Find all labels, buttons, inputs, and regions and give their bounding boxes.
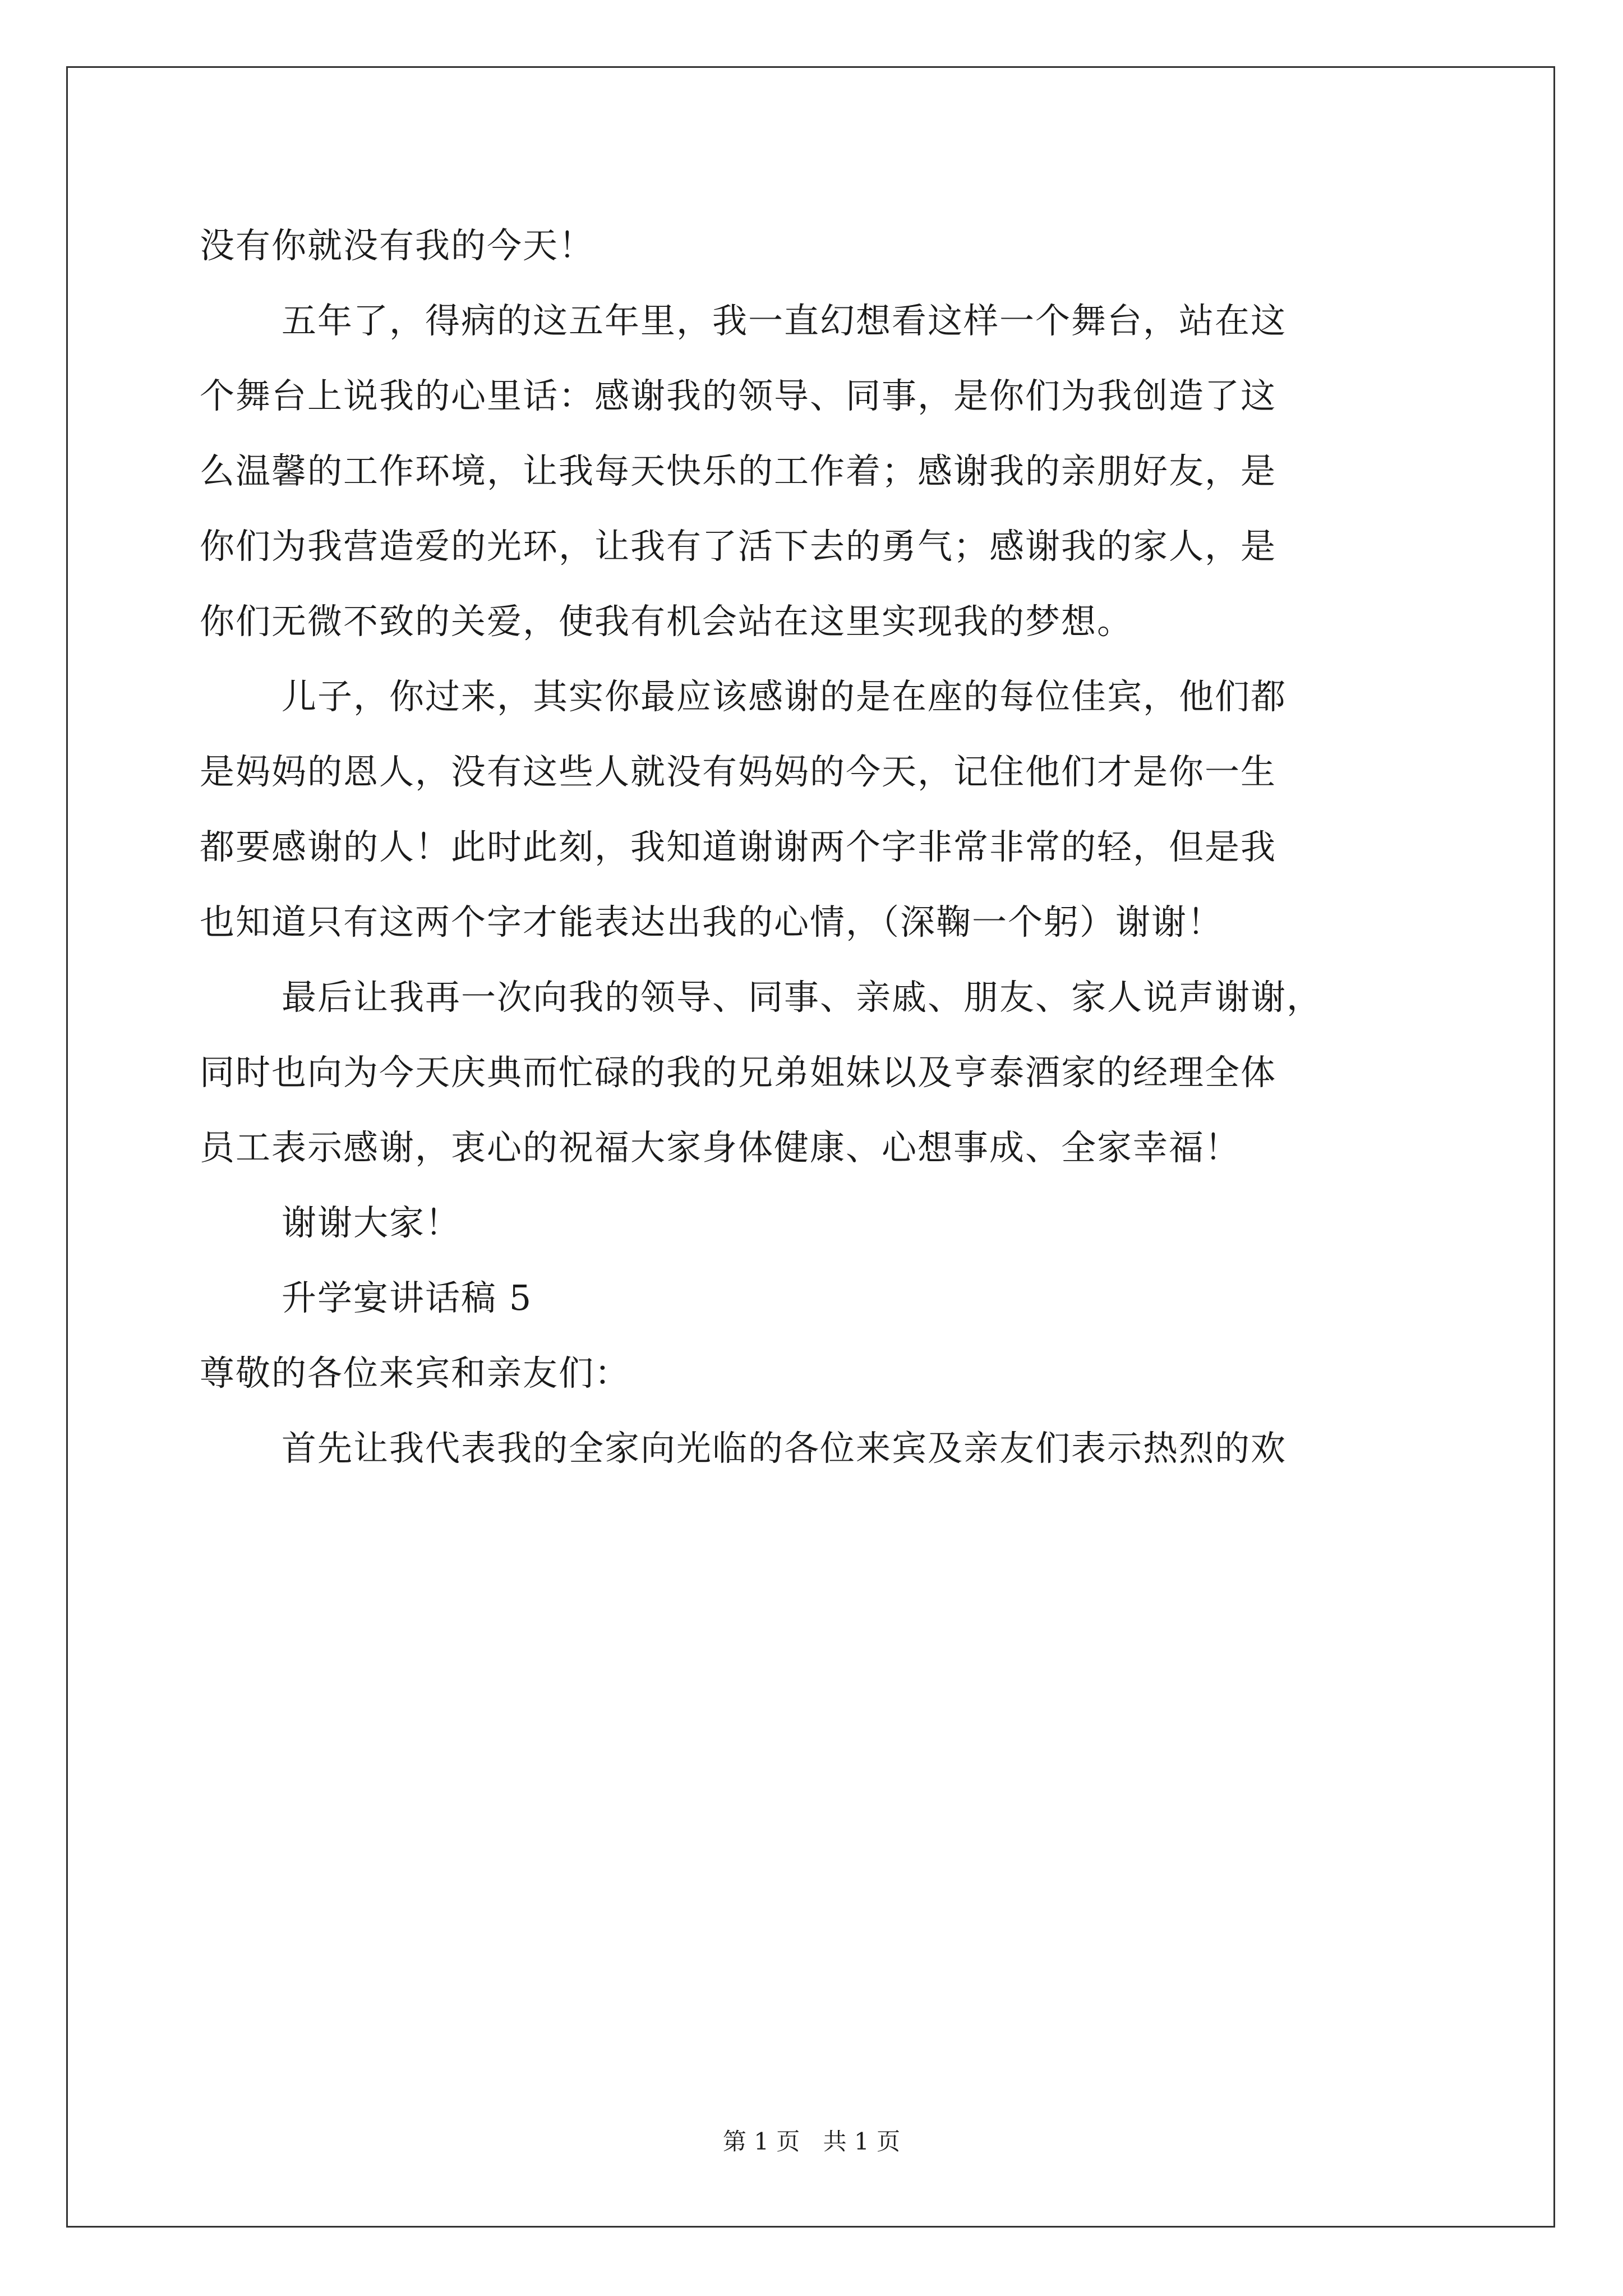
paragraph-1-line-4: 你们为我营造爱的光环，让我有了活下去的勇气；感谢我的家人，是 (200, 526, 1277, 567)
paragraph-1-line-1: 五年了，得病的这五年里，我一直幻想看这样一个舞台，站在这 (282, 300, 1287, 341)
closing-thanks: 谢谢大家！ (282, 1202, 462, 1243)
paragraph-2-line-4: 也知道只有这两个字才能表达出我的心情，（深鞠一个躬）谢谢！ (200, 901, 1224, 942)
paragraph-1-line-3: 么温馨的工作环境，让我每天快乐的工作着；感谢我的亲朋好友，是 (200, 450, 1277, 491)
paragraph-1-line-2: 个舞台上说我的心里话：感谢我的领导、同事，是你们为我创造了这 (200, 375, 1277, 416)
paragraph-2-line-3: 都要感谢的人！此时此刻，我知道谢谢两个字非常非常的轻，但是我 (200, 826, 1277, 867)
text-line-1: 没有你就没有我的今天！ (200, 225, 595, 266)
paragraph-3-line-3: 员工表示感谢，衷心的祝福大家身体健康、心想事成、全家幸福！ (200, 1127, 1241, 1168)
paragraph-4-line-1: 首先让我代表我的全家向光临的各位来宾及亲友们表示热烈的欢 (282, 1428, 1287, 1469)
paragraph-2-line-1: 儿子，你过来，其实你最应该感谢的是在座的每位佳宾，他们都 (282, 676, 1287, 717)
salutation: 尊敬的各位来宾和亲友们： (200, 1352, 631, 1393)
paragraph-2-line-2: 是妈妈的恩人，没有这些人就没有妈妈的今天，记住他们才是你一生 (200, 751, 1277, 792)
page-footer (0, 2126, 1623, 2157)
page-total: 共 1 页 (823, 2128, 901, 2155)
page-number: 第 1 页 (722, 2128, 800, 2155)
section-heading: 升学宴讲话稿 5 (282, 1277, 533, 1318)
paragraph-3-line-1: 最后让我再一次向我的领导、同事、亲戚、朋友、家人说声谢谢， (282, 977, 1323, 1018)
paragraph-3-line-2: 同时也向为今天庆典而忙碌的我的兄弟姐妹以及亨泰酒家的经理全体 (200, 1052, 1277, 1093)
paragraph-1-line-5: 你们无微不致的关爱，使我有机会站在这里实现我的梦想。 (200, 601, 1133, 642)
